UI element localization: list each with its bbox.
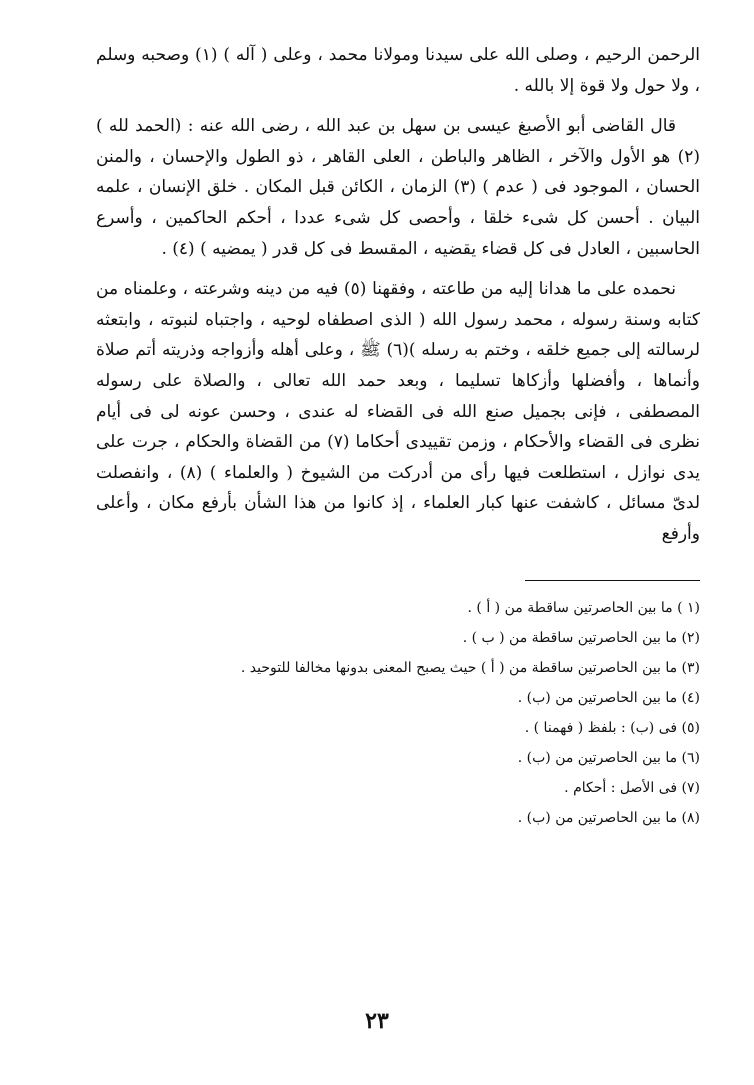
footnote-1: (١ ) ما بين الحاصرتين ساقطة من ( أ ) .: [467, 599, 700, 616]
paragraph-opening: الرحمن الرحيم ، وصلى الله على سيدنا ومولانا محمد ، وعلى ( آله ) (١) وصحبه وسلم ، ولا حول ولا قوة إلا بالله .: [96, 45, 700, 96]
footnotes-list: [96, 593, 700, 833]
paragraph-introduction: قال القاضى أبو الأصبغ عيسى بن سهل بن عبد الله ، رضى الله عنه : (الحمد لله ) (٢) هو الأول والآخر ، الظاهر والباطن ، العلى القاهر ، ذو الطول والإحسان ، والمنن الحسان ، الموجود فى ( عدم ) (٣) الزمان ، الكائن قبل المكان . خلق الإنسان ، علمه البيان . أحسن كل شىء خلقا ، وأحصى كل شىء عددا ، أحكم الحاكمين ، وأسرع الحاسبين ، العادل فى كل قضاء يقضيه ، المقسط فى كل قدر ( يمضيه ) (٤) .: [96, 116, 700, 259]
footnote-6: (٦) ما بين الحاصرتين من (ب) .: [517, 749, 700, 766]
footnote-2: (٢) ما بين الحاصرتين ساقطة من ( ب ) .: [462, 629, 700, 646]
footnote-5: (٥) فى (ب) : بلفظ ( فهمنا ) .: [524, 719, 700, 736]
page-number: ٢٣: [365, 1008, 389, 1034]
footnote-8: (٨) ما بين الحاصرتين من (ب) .: [517, 809, 700, 826]
page-body: [96, 40, 700, 833]
footnote-7: (٧) فى الأصل : أحكام .: [564, 779, 700, 796]
paragraph-praise: نحمده على ما هدانا إليه من طاعته ، وفقهنا (٥) فيه من دينه وشرعته ، وعلمناه من كتابه وسنة رسوله ، محمد رسول الله ( الذى اصطفاه لوحيه ، واجتباه لنبوته ، وابتعثه لرسالته إلى جميع خلقه ، وختم به رسله )(٦) ﷺ ، وعلى أهله وأزواجه وذريته أتم صلاة وأنماها ، وأفضلها وأزكاها تسليما ، وبعد حمد الله تعالى ، والصلاة على رسوله المصطفى ، فإنى بجميل صنع الله فى القضاء له عندى ، وحسن عونه لى فى أيام نظرى فى القضاء والأحكام ، وزمن تقييدى أحكاما (٧) من القضاة والحكام ، جرت على يدى نوازل ، استطلعت فيها رأى من أدركت من الشيوخ ( والعلماء ) (٨) ، وانفصلت لدىّ مسائل ، كاشفت عنها كبار العلماء ، إذ كانوا من هذا الشأن بأرفع مكان ، وأعلى وأرفع: [96, 279, 700, 544]
footnote-4: (٤) ما بين الحاصرتين من (ب) .: [517, 689, 700, 706]
footnote-separator: [525, 580, 700, 581]
footnote-3: (٣) ما بين الحاصرتين ساقطة من ( أ ) حيث يصبح المعنى بدونها مخالفا للتوحيد .: [240, 659, 700, 676]
